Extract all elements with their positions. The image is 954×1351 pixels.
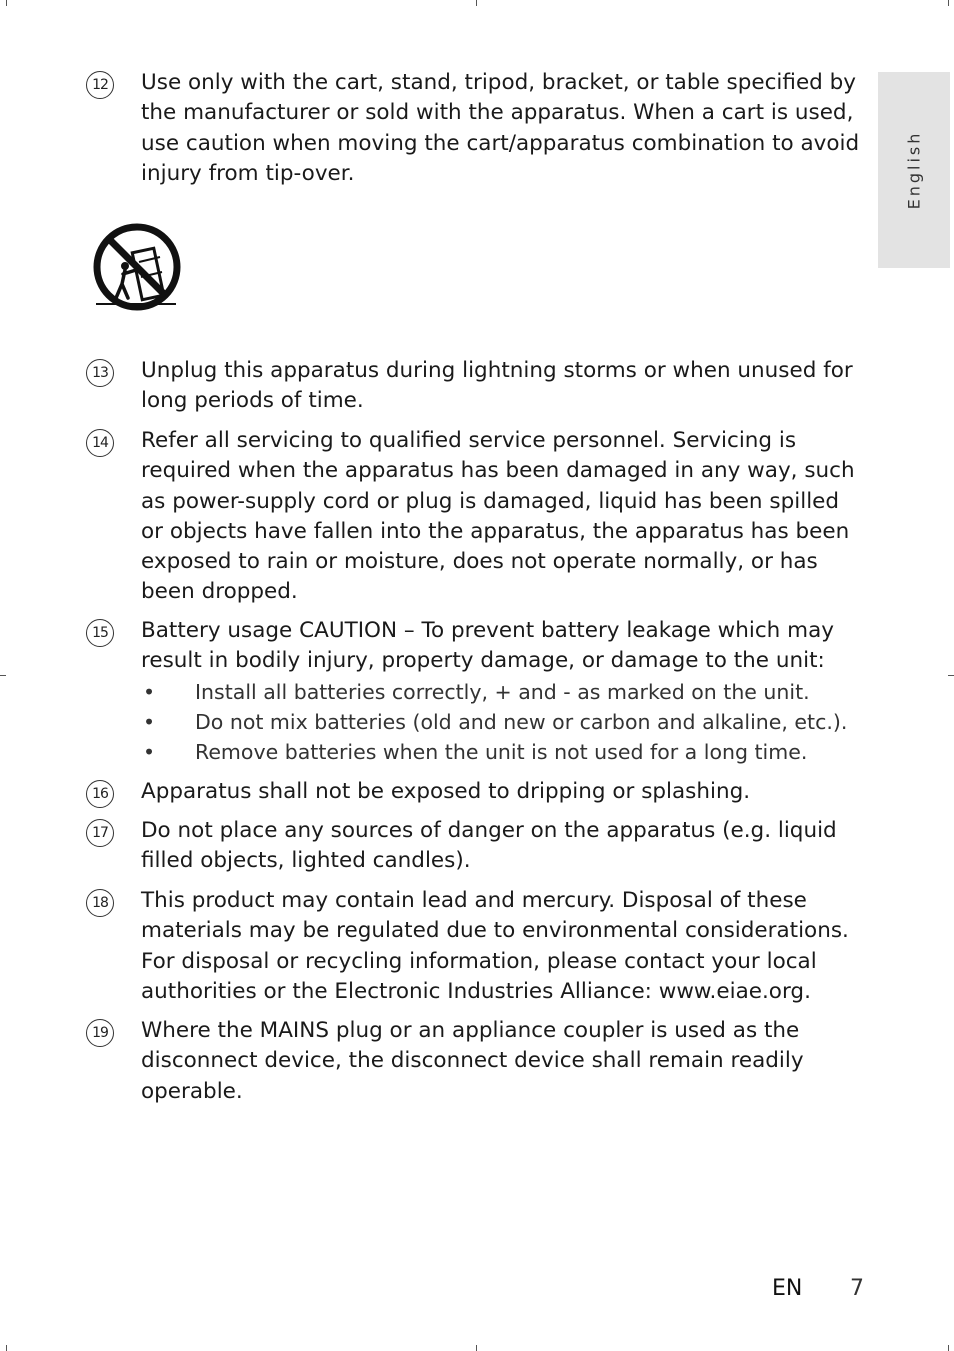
crop-mark <box>6 0 7 6</box>
footer-language: EN <box>772 1276 803 1301</box>
item-text: Refer all servicing to qualified service personnel. Servicing is required when the apparatus has been damaged in any way, such as power-supply cord or plug is damaged, liquid has been spilled or objects have fallen into the apparatus, the apparatus has been exposed to rain or moisture, does not operate normally, or has been dropped. <box>141 428 855 605</box>
item-text: Do not place any sources of danger on the apparatus (e.g. liquid filled objects, lighted candles). <box>141 818 837 874</box>
page-number: 7 <box>850 1276 864 1301</box>
item-number: 13 <box>86 359 114 387</box>
bullet-text: Install all batteries correctly, + and - as marked on the unit. <box>195 679 810 704</box>
item-text: Apparatus shall not be exposed to dripping or splashing. <box>141 779 751 804</box>
language-tab-label: English <box>904 130 924 210</box>
crop-mark <box>476 0 477 6</box>
language-tab <box>878 72 950 268</box>
item-number: 14 <box>86 429 114 457</box>
bullet-icon: • <box>143 679 156 704</box>
bullet-text: Remove batteries when the unit is not used for a long time. <box>195 740 808 765</box>
bullet-text: Do not mix batteries (old and new or carbon and alkaline, etc.). <box>195 709 848 734</box>
item-text: Use only with the cart, stand, tripod, bracket, or table specified by the manufacturer or sold with the apparatus. When a cart is used, use caution when moving the cart/apparatus combination to avoid injury from tip-over. <box>141 70 860 186</box>
item-number: 18 <box>86 889 114 917</box>
crop-mark <box>476 1345 477 1351</box>
item-text: Battery usage CAUTION – To prevent battery leakage which may result in bodily injury, property damage, or damage to the unit: <box>141 618 834 674</box>
crop-mark <box>948 675 954 676</box>
item-text-block <box>141 616 866 767</box>
bullet-icon: • <box>143 740 156 765</box>
item-number: 15 <box>86 619 114 647</box>
list-item <box>141 707 866 737</box>
list-item <box>141 737 866 767</box>
crop-mark <box>948 0 949 6</box>
cart-tip-over-warning-icon <box>92 222 182 312</box>
item-number: 16 <box>86 780 114 808</box>
item-number: 12 <box>86 71 114 99</box>
list-item <box>141 677 866 707</box>
item-number: 19 <box>86 1019 114 1047</box>
item-text: Unplug this apparatus during lightning storms or when unused for long periods of time. <box>141 358 853 414</box>
item-text: Where the MAINS plug or an appliance coupler is used as the disconnect device, the disconnect device shall remain readily operable. <box>141 1018 804 1104</box>
crop-mark <box>0 675 6 676</box>
crop-mark <box>6 1345 7 1351</box>
item-text: This product may contain lead and mercury. Disposal of these materials may be regulated due to environmental considerations. For disposal or recycling information, please contact your local authorities or the Electronic Industries Alliance: www.eiae.org. <box>141 888 849 1004</box>
item-number: 17 <box>86 819 114 847</box>
bullet-icon: • <box>143 709 156 734</box>
crop-mark <box>948 1345 949 1351</box>
bullet-list <box>141 677 866 768</box>
